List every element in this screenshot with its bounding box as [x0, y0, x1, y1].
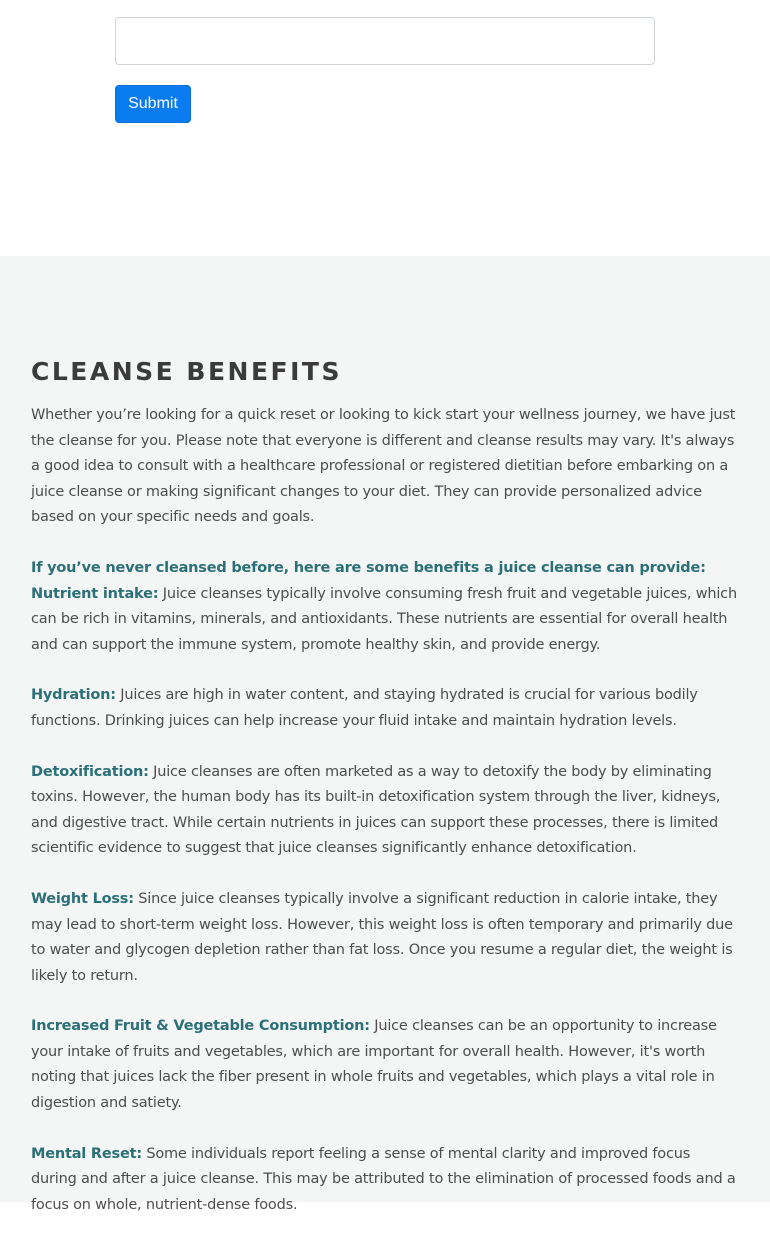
- benefits-content: [31, 353, 739, 1243]
- benefit-text: Juice cleanses are often marketed as a way to detoxify the body by eliminating toxins. However, the human body has its built-in detoxification system through the liver, kidneys, and digestive tract. While certain nutrients in juices can support these processes, there is limited scientific evidence to suggest that juice cleanses significantly enhance detoxification.: [31, 763, 721, 857]
- benefit-paragraph-weight-loss: [31, 887, 739, 989]
- benefit-paragraph-detox: [31, 760, 739, 862]
- intro-paragraph: Whether you’re looking for a quick reset or looking to kick start your wellness journey, we have just the cleanse for you. Please note that everyone is different and cleanse results may vary. It's always a good idea to consult with a healthcare professional or registered dietitian before embarking on a juice cleanse or making significant changes to your diet. They can provide personalized advice based on your specific needs and goals.: [31, 407, 736, 526]
- benefit-text: Juice cleanses typically involve consuming fresh fruit and vegetable juices, which can be rich in vitamins, minerals, and antioxidants. These nutrients are essential for overall health and can support the immune system, promote healthy skin, and provide energy.: [31, 585, 737, 653]
- cleanse-benefits-section: [0, 256, 770, 1213]
- benefit-paragraph-fruit-veg: [31, 1014, 739, 1116]
- submit-button[interactable]: Submit: [115, 85, 191, 123]
- benefit-text: Since juice cleanses typically involve a significant reduction in calorie intake, they may lead to short-term weight loss. However, this weight loss is often temporary and primarily due to water and glycogen depletion rather than fat loss. Once you resume a regular diet, the weight is likely to return.: [31, 890, 733, 984]
- benefit-label: Nutrient intake:: [31, 585, 159, 602]
- benefit-paragraph-nutrient: [31, 556, 739, 658]
- benefit-label: Weight Loss:: [31, 890, 134, 907]
- benefit-text: Juice cleanses can be an opportunity to increase your intake of fruits and vegetables, which are important for overall health. However, it's worth noting that juices lack the fiber present in whole fruits and vegetables, which plays a vital role in digestion and satiety.: [31, 1018, 717, 1112]
- benefit-paragraph-hydration: [31, 683, 739, 734]
- benefit-label: Detoxification:: [31, 763, 149, 780]
- benefit-text: Juices are high in water content, and staying hydrated is crucial for various bodily functions. Drinking juices can help increase your fluid intake and maintain hydration levels.: [31, 687, 698, 729]
- signup-form: [0, 0, 770, 256]
- benefit-paragraph-mental-reset: [31, 1142, 739, 1219]
- benefits-question: If you’ve never cleansed before, here are some benefits a juice cleanse can provide:: [31, 559, 706, 576]
- section-heading: CLEANSE BENEFITS: [31, 357, 342, 386]
- benefit-label: Hydration:: [31, 687, 116, 704]
- benefit-label: Mental Reset:: [31, 1145, 142, 1162]
- benefit-text: Some individuals report feeling a sense of mental clarity and improved focus during and after a juice cleanse. This may be attributed to the elimination of processed foods and a focus on whole, nutrient-dense foods.: [31, 1145, 736, 1213]
- text-input[interactable]: [115, 17, 655, 65]
- benefit-label: Increased Fruit & Vegetable Consumption:: [31, 1018, 370, 1035]
